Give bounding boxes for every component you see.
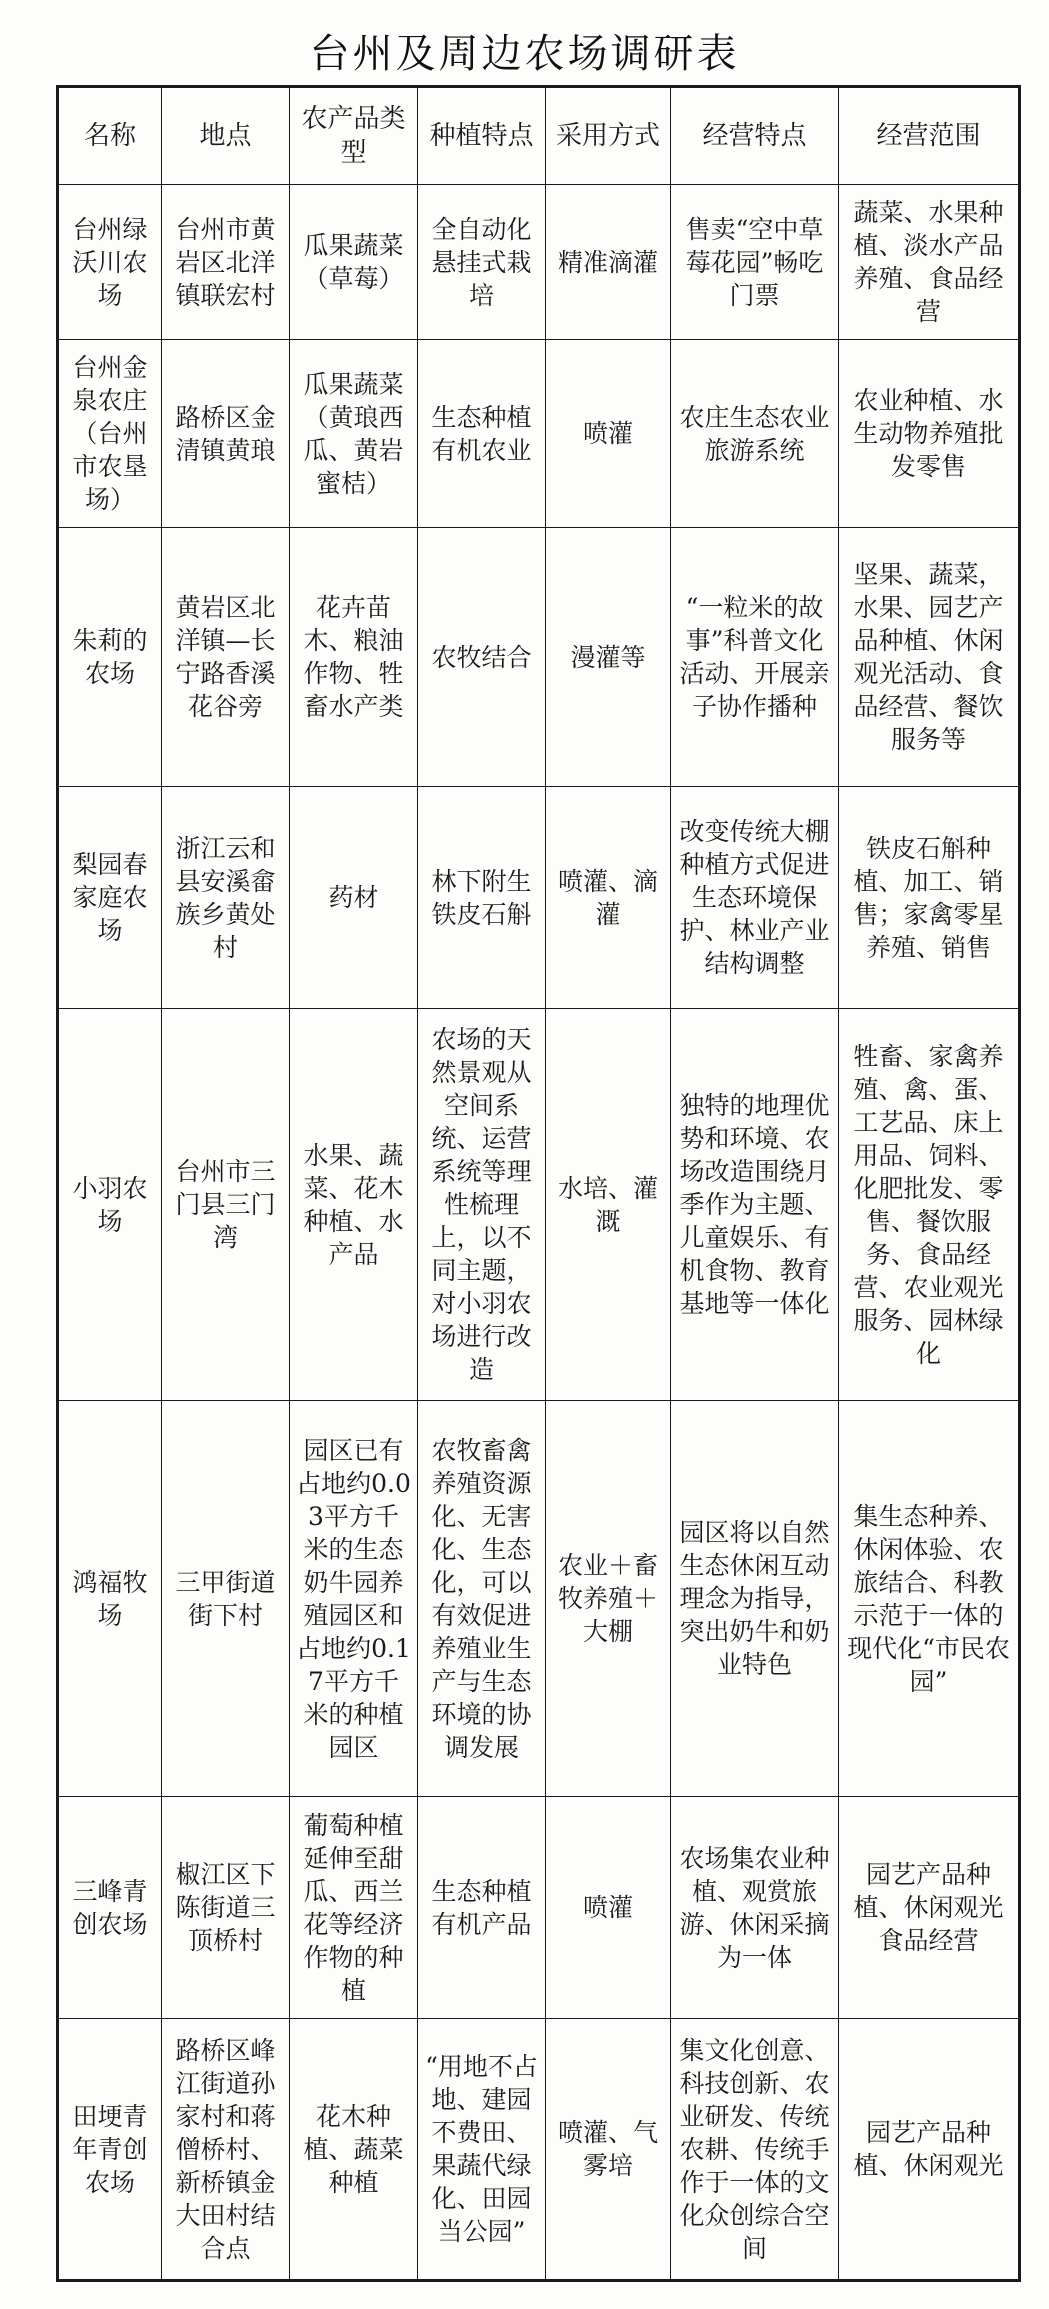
cell-planting: 林下附生铁皮石斛 xyxy=(418,787,546,1009)
column-header-method: 采用方式 xyxy=(546,87,671,185)
cell-scope: 园艺产品种植、休闲观光食品经营 xyxy=(839,1797,1020,2019)
cell-type: 药材 xyxy=(290,787,418,1009)
cell-type: 水果、蔬菜、花木种植、水产品 xyxy=(290,1009,418,1401)
cell-planting: 农牧结合 xyxy=(418,528,546,787)
cell-scope: 园艺产品种植、休闲观光 xyxy=(839,2019,1020,2281)
table-row xyxy=(58,340,1020,528)
column-header-scope: 经营范围 xyxy=(839,87,1020,185)
cell-method: 喷灌 xyxy=(546,340,671,528)
cell-feature: 集文化创意、科技创新、农业研发、传统农耕、传统手作于一体的文化众创综合空间 xyxy=(671,2019,839,2281)
table-row xyxy=(58,1401,1020,1797)
cell-location: 路桥区峰江街道孙家村和蒋僧桥村、新桥镇金大田村结合点 xyxy=(162,2019,290,2281)
cell-method: 漫灌等 xyxy=(546,528,671,787)
cell-feature: “一粒米的故事”科普文化活动、开展亲子协作播种 xyxy=(671,528,839,787)
cell-scope: 牲畜、家禽养殖、禽、蛋、工艺品、床上用品、饲料、化肥批发、零售、餐饮服务、食品经营、农业观光服务、园林绿化 xyxy=(839,1009,1020,1401)
cell-planting: 农牧畜禽养殖资源化、无害化、生态化，可以有效促进养殖业生产与生态环境的协调发展 xyxy=(418,1401,546,1797)
cell-method: 水培、灌溉 xyxy=(546,1009,671,1401)
table-row xyxy=(58,528,1020,787)
cell-name: 鸿福牧场 xyxy=(58,1401,162,1797)
cell-type: 葡萄种植延伸至甜瓜、西兰花等经济作物的种植 xyxy=(290,1797,418,2019)
column-header-location: 地点 xyxy=(162,87,290,185)
cell-name: 小羽农场 xyxy=(58,1009,162,1401)
column-header-name: 名称 xyxy=(58,87,162,185)
cell-planting: 农场的天然景观从空间系统、运营系统等理性梳理上，以不同主题，对小羽农场进行改造 xyxy=(418,1009,546,1401)
cell-method: 喷灌、滴灌 xyxy=(546,787,671,1009)
cell-name: 台州绿沃川农场 xyxy=(58,185,162,340)
cell-scope: 集生态种养、休闲体验、农旅结合、科教示范于一体的现代化“市民农园” xyxy=(839,1401,1020,1797)
cell-feature: 农庄生态农业旅游系统 xyxy=(671,340,839,528)
cell-planting: 生态种植有机农业 xyxy=(418,340,546,528)
column-header-type: 农产品类型 xyxy=(290,87,418,185)
cell-feature: 改变传统大棚种植方式促进生态环境保护、林业产业结构调整 xyxy=(671,787,839,1009)
cell-method: 农业＋畜牧养殖＋大棚 xyxy=(546,1401,671,1797)
cell-name: 田埂青年青创农场 xyxy=(58,2019,162,2281)
cell-location: 椒江区下陈街道三顶桥村 xyxy=(162,1797,290,2019)
cell-scope: 铁皮石斛种植、加工、销售；家禽零星养殖、销售 xyxy=(839,787,1020,1009)
cell-name: 三峰青创农场 xyxy=(58,1797,162,2019)
cell-location: 浙江云和县安溪畲族乡黄处村 xyxy=(162,787,290,1009)
cell-planting: 生态种植有机产品 xyxy=(418,1797,546,2019)
table-row xyxy=(58,787,1020,1009)
column-header-planting: 种植特点 xyxy=(418,87,546,185)
cell-location: 台州市黄岩区北洋镇联宏村 xyxy=(162,185,290,340)
cell-name: 台州金泉农庄（台州市农垦场） xyxy=(58,340,162,528)
cell-location: 台州市三门县三门湾 xyxy=(162,1009,290,1401)
cell-type: 瓜果蔬菜（草莓） xyxy=(290,185,418,340)
cell-type: 园区已有占地约0.03平方千米的生态奶牛园养殖园区和占地约0.17平方千米的种植园区 xyxy=(290,1401,418,1797)
cell-method: 喷灌 xyxy=(546,1797,671,2019)
cell-planting: 全自动化悬挂式栽培 xyxy=(418,185,546,340)
cell-planting: “用地不占地、建园不费田、果蔬代绿化、田园当公园” xyxy=(418,2019,546,2281)
cell-location: 三甲街道街下村 xyxy=(162,1401,290,1797)
cell-name: 梨园春家庭农场 xyxy=(58,787,162,1009)
cell-location: 黄岩区北洋镇—长宁路香溪花谷旁 xyxy=(162,528,290,787)
cell-method: 精准滴灌 xyxy=(546,185,671,340)
cell-feature: 农场集农业种植、观赏旅游、休闲采摘为一体 xyxy=(671,1797,839,2019)
table-row xyxy=(58,1797,1020,2019)
cell-type: 花木种植、蔬菜种植 xyxy=(290,2019,418,2281)
cell-scope: 农业种植、水生动物养殖批发零售 xyxy=(839,340,1020,528)
cell-location: 路桥区金清镇黄琅 xyxy=(162,340,290,528)
cell-feature: 售卖“空中草莓花园”畅吃门票 xyxy=(671,185,839,340)
farm-survey-table xyxy=(56,85,1021,2282)
column-header-feature: 经营特点 xyxy=(671,87,839,185)
cell-scope: 蔬菜、水果种植、淡水产品养殖、食品经营 xyxy=(839,185,1020,340)
cell-method: 喷灌、气雾培 xyxy=(546,2019,671,2281)
table-row xyxy=(58,1009,1020,1401)
cell-type: 瓜果蔬菜（黄琅西瓜、黄岩蜜桔） xyxy=(290,340,418,528)
cell-name: 朱莉的农场 xyxy=(58,528,162,787)
header-row xyxy=(58,87,1020,185)
page-title: 台州及周边农场调研表 xyxy=(309,31,740,77)
table-row xyxy=(58,185,1020,340)
cell-feature: 独特的地理优势和环境、农场改造围绕月季作为主题、儿童娱乐、有机食物、教育基地等一体化 xyxy=(671,1009,839,1401)
table-row xyxy=(58,2019,1020,2281)
cell-type: 花卉苗木、粮油作物、牲畜水产类 xyxy=(290,528,418,787)
cell-feature: 园区将以自然生态休闲互动理念为指导，突出奶牛和奶业特色 xyxy=(671,1401,839,1797)
cell-scope: 坚果、蔬菜，水果、园艺产品种植、休闲观光活动、食品经营、餐饮服务等 xyxy=(839,528,1020,787)
